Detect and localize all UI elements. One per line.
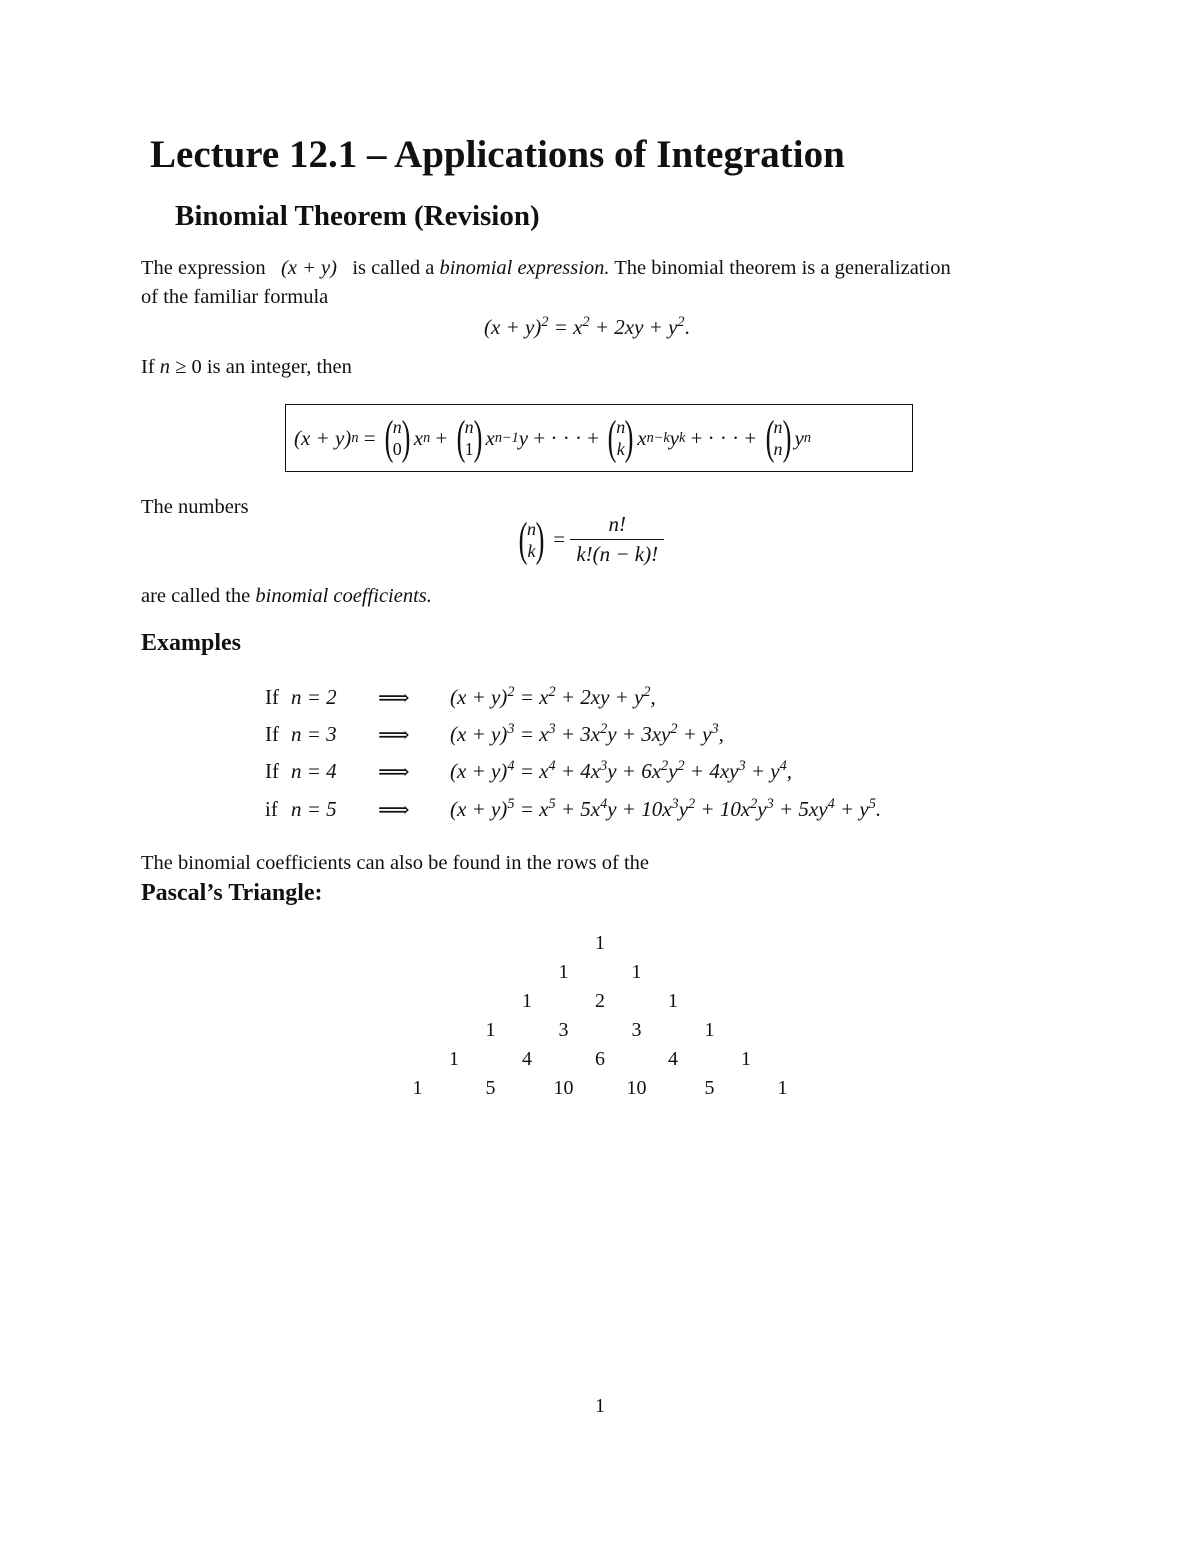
binom-k-top: n (616, 417, 626, 437)
binom-term-1: ( n 1 ) (456, 411, 482, 464)
square-end: . (684, 315, 690, 339)
example-if: If (265, 759, 279, 783)
coef-binom: ( n k ) (518, 512, 545, 566)
square-mid: + 2xy + y (589, 315, 678, 339)
term-1-x: x (485, 425, 495, 450)
intro-text-3: The binomial theorem is a generalization (614, 257, 951, 279)
example-formula: $(x + y)^3 = x^3 + 3x^2y + 3xy^2 + y^3$, (450, 721, 724, 746)
coefficients-italic-term: binomial coefficients. (255, 585, 432, 607)
coef-top: n (526, 518, 536, 539)
if-rel: ≥ 0 (175, 356, 202, 378)
coef-bot: k (527, 540, 536, 561)
coefficients-text: are called the (141, 585, 251, 607)
example-if: If (265, 685, 279, 709)
implies-arrow: ⟹ (378, 685, 410, 710)
pascal-entry: 3 (558, 1019, 569, 1041)
coefficients-sentence (141, 581, 432, 611)
pascal-entry: 10 (553, 1077, 574, 1099)
binom-term-k: ( n k ) (607, 411, 634, 464)
coef-eq: = (553, 527, 566, 551)
binom-term-n: ( n n ) (765, 411, 791, 464)
implies-arrow: ⟹ (378, 759, 410, 784)
term-0-x: x (413, 425, 424, 450)
coef-numerator: n! (608, 512, 626, 536)
example-condition: n = 4 (291, 759, 337, 783)
square-formula (484, 312, 690, 342)
example-if: If (265, 722, 279, 746)
pascal-entry: 4 (522, 1048, 532, 1070)
binom-1-bot: 1 (464, 439, 474, 459)
theorem-eq: = (363, 425, 376, 450)
binom-0-top: n (392, 417, 402, 437)
coefficient-definition (515, 512, 664, 567)
term-k-x: x (637, 425, 647, 450)
theorem-lhs: (x + y) (294, 425, 352, 450)
pascal-heading: Pascal’s Triangle: (141, 880, 323, 906)
binomial-theorem-equation: (x + y) n = ( n 0 ) x n + ( n 1 ) x n−1 y + · · · + ( n k ) x n−k y k + · · · + ( n n ) y n (294, 411, 811, 464)
examples-heading: Examples (141, 630, 242, 656)
pascal-entry: 1 (704, 1019, 715, 1041)
pascal-entry: 1 (485, 1019, 496, 1041)
binom-term-0: ( n 0 ) (384, 411, 411, 464)
binom-n-bot: n (773, 439, 783, 459)
square-y-exp: 2 (677, 314, 685, 331)
example-if: if (265, 797, 278, 821)
example-condition: n = 3 (291, 722, 337, 746)
intro-line-2: of the familiar formula (141, 286, 329, 308)
intro-text-2: is called a (352, 257, 435, 279)
lecture-title: Lecture 12.1 – Applications of Integration (150, 133, 845, 176)
pascal-entry: 1 (412, 1077, 423, 1099)
example-formula: $(x + y)^2 = x^2 + 2xy + y^2$, (450, 684, 656, 709)
term-k-y: y (669, 425, 679, 450)
example-formula: $(x + y)^4 = x^4 + 4x^3y + 6x^2y^2 + 4xy^3 + y^4$, (450, 758, 792, 783)
coef-denominator: k!(n − k)! (570, 539, 664, 567)
pascal-entry: 1 (668, 990, 678, 1012)
pascal-entry: 1 (522, 990, 532, 1012)
pascal-entry: 2 (595, 990, 605, 1012)
pascal-entry: 5 (485, 1077, 496, 1099)
intro-line-1 (141, 253, 951, 283)
binom-0-bot: 0 (392, 439, 402, 459)
implies-arrow: ⟹ (378, 722, 410, 747)
term-1-y: y (518, 425, 529, 450)
binom-k-bot: k (616, 439, 625, 459)
pascal-entry: 1 (631, 961, 642, 983)
implies-arrow: ⟹ (378, 797, 410, 822)
pascal-entry: 3 (631, 1019, 642, 1041)
binomial-theorem-box (285, 404, 913, 472)
dots-2: + · · · + (690, 425, 757, 450)
if-var: n (159, 356, 171, 378)
coef-fraction (570, 512, 664, 567)
pascal-entry: 6 (595, 1048, 605, 1070)
example-formula: $(x + y)^5 = x^5 + 5x^4y + 10x^3y^2 + 10x^2y^3 + 5xy^4 + y^5$. (450, 796, 882, 821)
binom-1-top: n (464, 417, 474, 437)
square-eq: = x (548, 315, 583, 339)
pascal-entry: 1 (741, 1048, 751, 1070)
example-condition: n = 2 (291, 685, 337, 709)
term-n-y: y (794, 425, 804, 450)
pascal-entry: 1 (449, 1048, 459, 1070)
square-x-exp: 2 (582, 314, 590, 331)
if-text: If (141, 356, 155, 378)
numbers-label: The numbers (141, 496, 249, 518)
if-integer-line (141, 352, 352, 382)
pascal-entry: 1 (595, 932, 605, 954)
pascal-entry: 5 (704, 1077, 715, 1099)
pascal-entry: 10 (626, 1077, 647, 1099)
plus-1: + (435, 425, 448, 450)
dots-1: + · · · + (533, 425, 600, 450)
intro-italic-term: binomial expression. (439, 257, 610, 279)
pascal-entry: 1 (777, 1077, 788, 1099)
pascal-entry: 1 (558, 961, 569, 983)
pascal-intro: The binomial coefficients can also be found in the rows of the (141, 852, 649, 874)
page-number: 1 (595, 1395, 605, 1417)
square-lhs-exp: 2 (541, 314, 549, 331)
pascal-entry: 4 (668, 1048, 678, 1070)
binom-n-top: n (773, 417, 783, 437)
example-condition: n = 5 (291, 797, 337, 821)
section-title: Binomial Theorem (Revision) (175, 200, 540, 232)
if-text-2: is an integer, then (206, 356, 352, 378)
square-lhs: (x + y) (484, 315, 542, 339)
intro-text-1: The expression (141, 257, 266, 279)
intro-expression: (x + y) (281, 257, 337, 279)
